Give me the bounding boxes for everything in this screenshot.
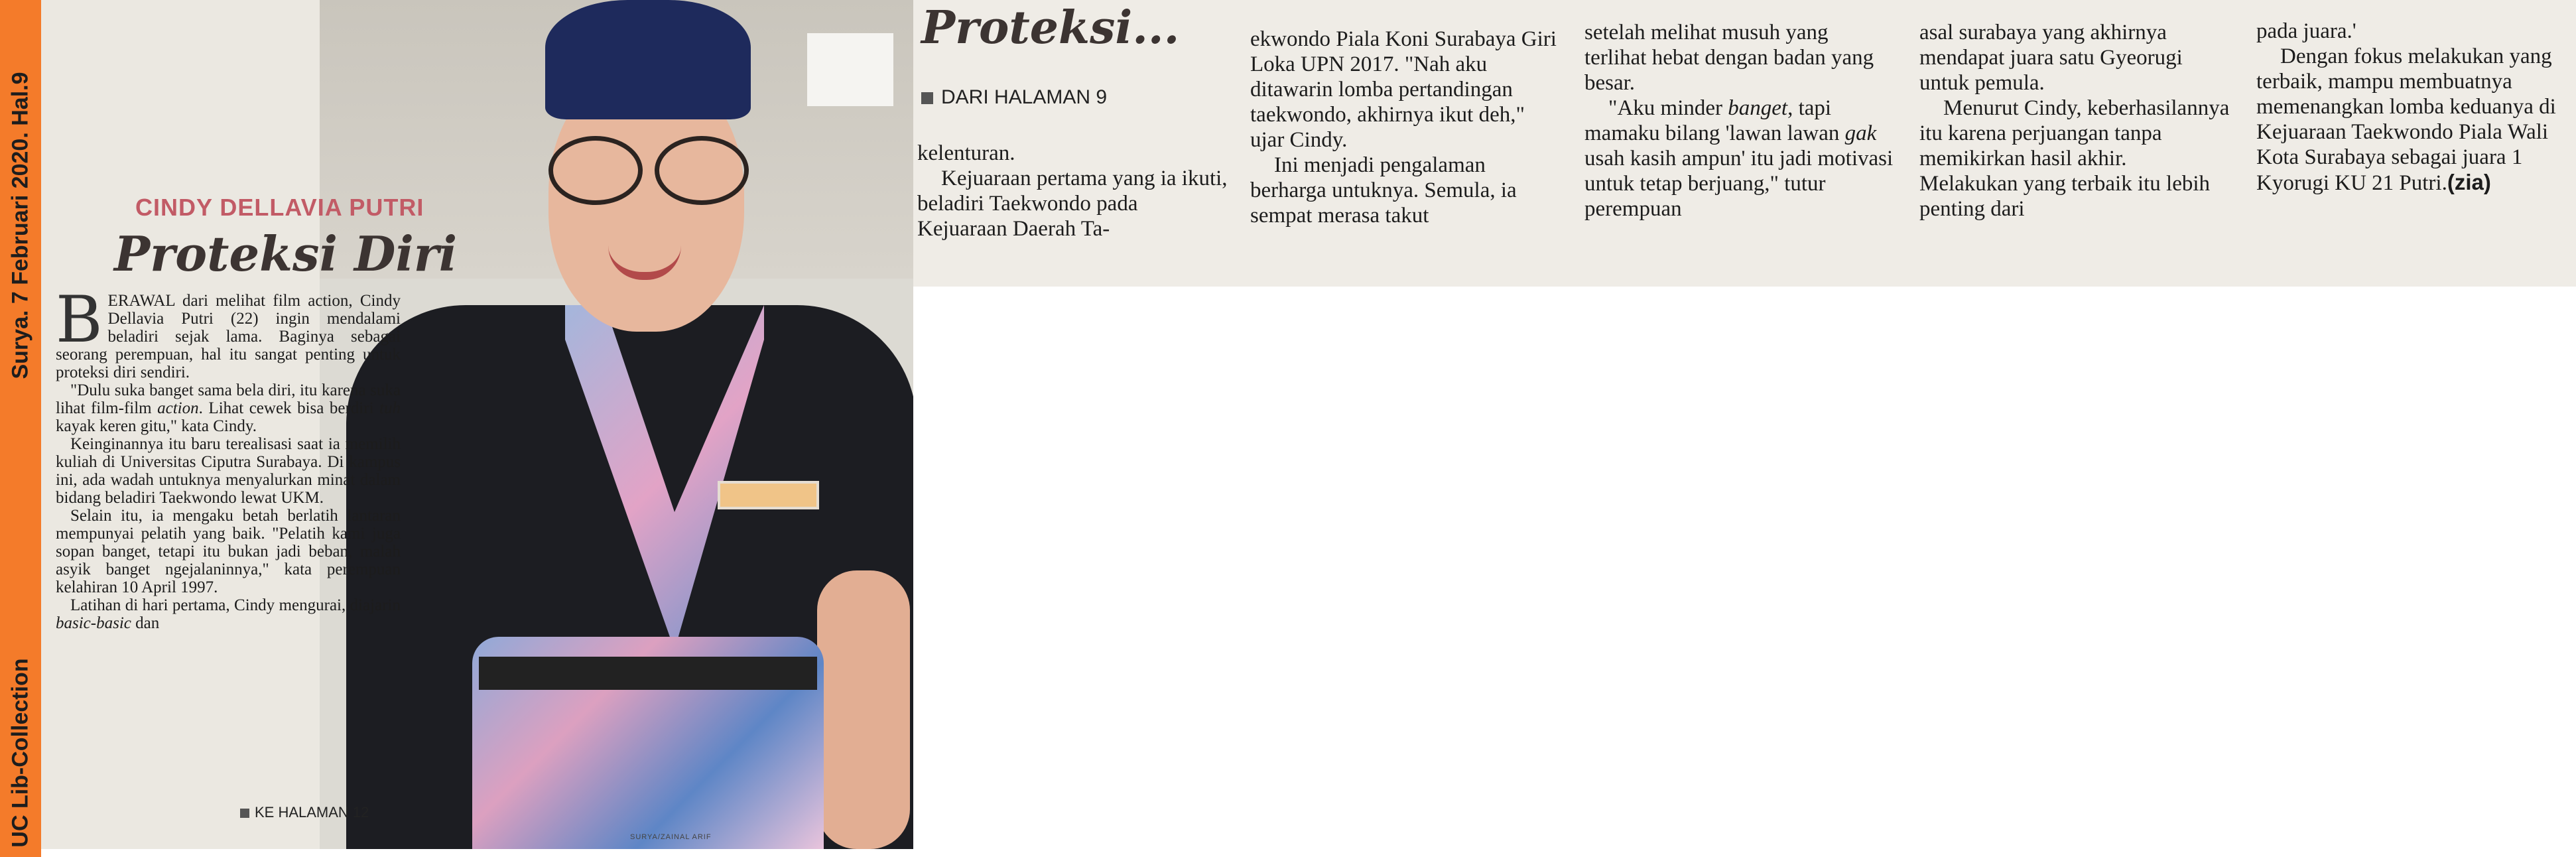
- text-column-3: setelah melihat musuh yang terlihat hebat dengan badan yang besar. "Aku minder banget, tapi mamaku bilang 'lawan lawan gak usah kasih ampun' itu jadi motivasi untuk tetap berjuang," tutur perempuan: [1584, 21, 1894, 221]
- article-kicker: CINDY DELLAVIA PUTRI: [135, 194, 424, 221]
- article-body: [56, 283, 401, 632]
- article-headline: Proteksi Diri: [114, 226, 458, 282]
- name-tag: [718, 481, 819, 509]
- collection-label: UC Lib-Collection: [7, 658, 33, 848]
- article-clipping: [41, 0, 913, 849]
- paragraph: "Dulu suka banget sama bela diri, itu karena suka lihat film-film action. Lihat cewek bisa berdiri tuh kayak keren gitu," kata Cindy.: [56, 381, 401, 435]
- photo-credit: SURYA/ZAINAL ARIF: [630, 833, 712, 841]
- text-column-1: kelenturan. Kejuaraan pertama yang ia ikuti, beladiri Taekwondo pada Kejuaraan Daerah Ta-: [917, 141, 1228, 241]
- continuation-clipping: [913, 0, 2576, 287]
- text-column-5: pada juara.' Dengan fokus melakukan yang terbaik, mampu membuatnya memenangkan lomba keduanya di Kejuaraan Taekwondo Piala Wali Kota Surabaya sebagai juara 1 Kyorugi KU 21 Putri.(zia): [2256, 19, 2556, 195]
- paragraph: Selain itu, ia mengaku betah berlatih lantaran mempunyai pelatih yang baik. "Pelatih kami juga sopan banget, tetapi itu bukan jadi beban, malah asyik banget ngejalaninnya," kata perempuan kelahiran 10 April 1997.: [56, 507, 401, 596]
- paragraph: BERAWAL dari melihat film action, Cindy Dellavia Putri (22) ingin mendalami beladiri sejak lama. Baginya sebagai seorang perempuan, hal itu sangat penting untuk proteksi diri sendiri.: [56, 283, 401, 381]
- text-column-4: asal surabaya yang akhirnya mendapat juara satu Gyeorugi untuk pemula. Menurut Cindy, keberhasilannya itu karena perjuangan tanpa memikirkan hasil akhir. Melakukan yang terbaik itu lebih penting dari: [1919, 21, 2230, 221]
- glasses: [548, 136, 747, 199]
- author-signature: (zia): [2447, 170, 2491, 194]
- square-bullet-icon: [240, 809, 249, 818]
- text-column-2: ekwondo Piala Koni Surabaya Giri Loka UPN 2017. "Nah aku ditawarin lomba pertandingan taekwondo, akhirnya ikut deh," ujar Cindy. Ini menjadi pengalaman berharga untuknya. Semula, ia sempat merasa takut: [1250, 27, 1557, 228]
- paragraph: Latihan di hari pertama, Cindy mengurai, diajarin basic-basic dan: [56, 596, 401, 632]
- portrait-photo: [320, 0, 913, 849]
- paragraph: Keinginannya itu baru terealisasi saat ia memilih kuliah di Universitas Ciputra Surabaya. Di kampus ini, ada wadah untuknya menyalurkan minat dalam bidang beladiri Taekwondo lewat UKM.: [56, 435, 401, 507]
- citation-label: Surya. 7 Februari 2020. Hal.9: [7, 72, 33, 379]
- jump-line: KE HALAMAN 12: [240, 804, 369, 821]
- from-page-line: DARI HALAMAN 9: [921, 86, 1107, 109]
- continuation-headline: Proteksi...: [921, 1, 1180, 54]
- square-bullet-icon: [921, 92, 933, 104]
- drop-cap: B: [56, 283, 103, 357]
- archive-sidebar: [0, 0, 41, 857]
